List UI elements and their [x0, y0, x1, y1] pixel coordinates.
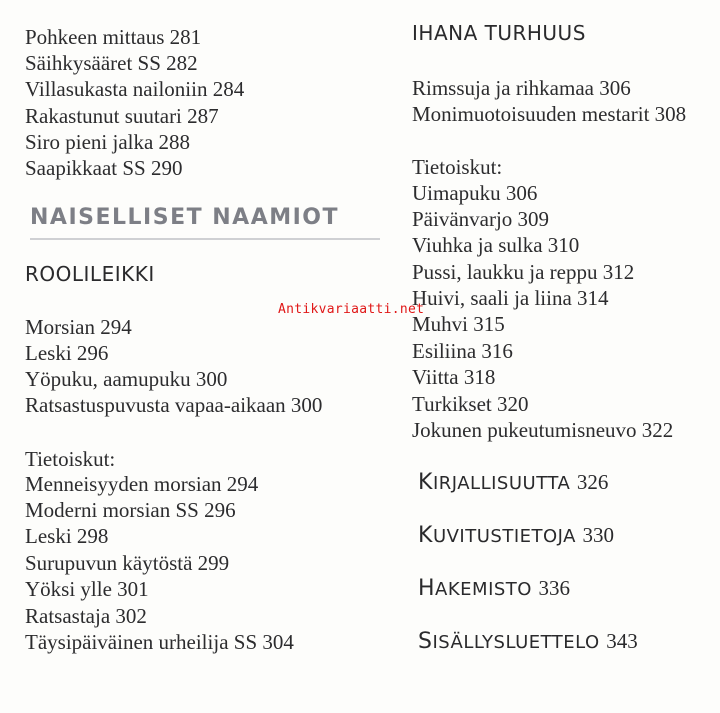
toc-entry: Yöpuku, aamupuku 300 — [25, 367, 228, 391]
info-entry: Viitta 318 — [412, 365, 496, 389]
toc-entry: Saapikkaat SS 290 — [25, 156, 183, 180]
info-entry: Pussi, laukku ja reppu 312 — [412, 260, 635, 284]
info-label: Tietoiskut: — [25, 447, 116, 471]
end-section-title: HAKEMISTO — [418, 576, 532, 601]
toc-entry: Siro pieni jalka 288 — [25, 130, 191, 154]
end-section-title: KUVITUSTIETOJA — [418, 523, 576, 548]
subheading-roolileikki: ROOLILEIKKI — [25, 262, 155, 286]
info-entry: Muhvi 315 — [412, 312, 505, 336]
toc-entry: Monimuotoisuuden mestarit 308 — [412, 102, 687, 126]
end-section-sisallysluettelo — [418, 629, 638, 654]
end-section-title: KIRJALLISUUTTA — [418, 470, 571, 495]
toc-entry: Morsian 294 — [25, 315, 132, 339]
section-heading: NAISELLISET NAAMIOT — [30, 205, 340, 230]
end-section-kirjallisuutta — [418, 470, 608, 495]
end-section-title: SISÄLLYSLUETTELO — [418, 629, 600, 654]
toc-entry: Säihkysääret SS 282 — [25, 51, 198, 75]
toc-entry: Rimssuja ja rihkamaa 306 — [412, 76, 631, 100]
section-divider — [30, 238, 380, 240]
info-label: Tietoiskut: — [412, 155, 503, 179]
info-entry: Viuhka ja sulka 310 — [412, 233, 580, 257]
end-section-page: 326 — [576, 470, 609, 494]
end-section-page: 343 — [606, 629, 638, 653]
info-entry: Turkikset 320 — [412, 392, 529, 416]
info-entry: Huivi, saali ja liina 314 — [412, 286, 609, 310]
end-section-hakemisto — [418, 576, 570, 601]
toc-entry: Pohkeen mittaus 281 — [25, 25, 202, 49]
toc-entry: Ratsastuspuvusta vapaa-aikaan 300 — [25, 393, 323, 417]
toc-entry: Leski 296 — [25, 341, 109, 365]
info-entry: Täysipäiväinen urheilija SS 304 — [25, 630, 294, 654]
subheading-ihana-turhuus: IHANA TURHUUS — [412, 21, 586, 45]
end-section-page: 336 — [538, 576, 571, 600]
info-entry: Leski 298 — [25, 524, 109, 548]
info-entry: Uimapuku 306 — [412, 181, 538, 205]
info-entry: Yöksi ylle 301 — [25, 577, 149, 601]
info-entry: Surupuvun käytöstä 299 — [25, 551, 230, 575]
end-section-kuvitustietoja — [418, 523, 614, 548]
info-entry: Ratsastaja 302 — [25, 604, 147, 628]
watermark: Antikvariaatti.net — [278, 302, 425, 317]
end-section-page: 330 — [582, 523, 615, 547]
info-entry: Jokunen pukeutumisneuvo 322 — [412, 418, 674, 442]
toc-entry: Villasukasta nailoniin 284 — [25, 77, 245, 101]
info-entry: Päivänvarjo 309 — [412, 207, 550, 231]
toc-entry: Rakastunut suutari 287 — [25, 104, 219, 128]
info-entry: Esiliina 316 — [412, 339, 513, 363]
info-entry: Menneisyyden morsian 294 — [25, 472, 259, 496]
info-entry: Moderni morsian SS 296 — [25, 498, 236, 522]
